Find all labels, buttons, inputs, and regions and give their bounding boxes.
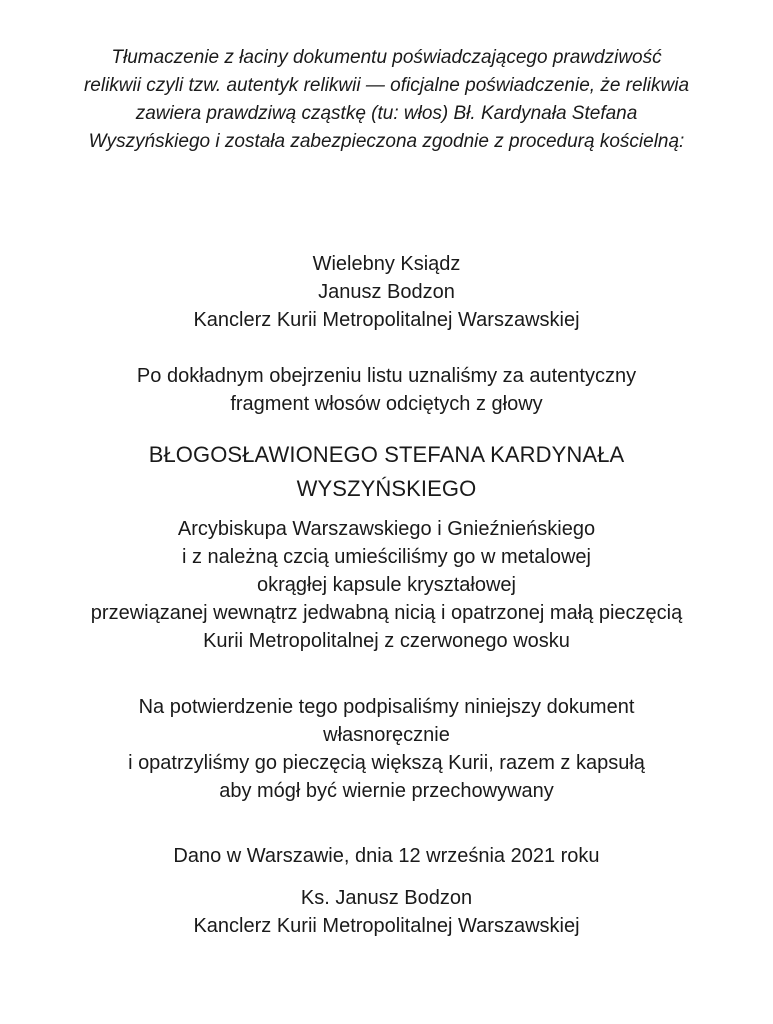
paragraph-line: i opatrzyliśmy go pieczęcią większą Kurii, razem z kapsułą (128, 752, 645, 774)
signature-block (0, 884, 773, 940)
translation-note (0, 44, 773, 156)
date-text: Dano w Warszawie, dnia 12 września 2021 roku (173, 845, 600, 867)
signature-line: Ks. Janusz Bodzon (300, 887, 473, 909)
paragraph-line: przewiązanej wewnątrz jedwabną nicią i opatrzonej małą pieczęcią (90, 602, 683, 624)
paragraph-line: Po dokładnym obejrzeniu listu uznaliśmy za autentyczny (136, 365, 637, 387)
paragraph-line: fragment włosów odciętych z głowy (230, 393, 543, 415)
heading-line: WYSZYŃSKIEGO (296, 476, 477, 501)
paragraph-line: Kurii Metropolitalnej z czerwonego wosku (203, 630, 570, 652)
addressee-block (0, 250, 773, 334)
translation-note-line: Wyszyńskiego i została zabezpieczona zgodnie z procedurą kościelną: (88, 131, 685, 152)
addressee-line: Kanclerz Kurii Metropolitalnej Warszawskiej (193, 309, 580, 331)
addressee-line: Janusz Bodzon (318, 281, 455, 303)
paragraph-line: okrągłej kapsule kryształowej (256, 574, 516, 596)
paragraph-line: Na potwierdzenie tego podpisaliśmy niniejszy dokument (138, 696, 635, 718)
reliquary-paragraph (0, 515, 773, 655)
translation-note-line: relikwii czyli tzw. autentyk relikwii — oficjalne poświadczenie, że relikwia (83, 75, 690, 96)
translation-note-line: zawiera prawdziwą cząstkę (tu: włos) Bł. Kardynała Stefana (135, 103, 638, 124)
translation-note-line: Tłumaczenie z łaciny dokumentu poświadczającego prawdziwość (111, 47, 662, 68)
examination-paragraph (0, 362, 773, 418)
paragraph-line: aby mógł być wiernie przechowywany (219, 780, 554, 802)
paragraph-line: Arcybiskupa Warszawskiego i Gnieźnieńskiego (177, 518, 596, 540)
heading-line: BŁOGOSŁAWIONEGO STEFANA KARDYNAŁA (148, 442, 625, 467)
paragraph-line: własnoręcznie (323, 724, 450, 746)
confirmation-paragraph (0, 693, 773, 805)
blessed-name-heading (0, 438, 773, 506)
signature-line: Kanclerz Kurii Metropolitalnej Warszawskiej (193, 915, 580, 937)
paragraph-line: i z należną czcią umieściliśmy go w metalowej (181, 546, 592, 568)
date-line (0, 842, 773, 870)
addressee-line: Wielebny Ksiądz (312, 253, 461, 275)
